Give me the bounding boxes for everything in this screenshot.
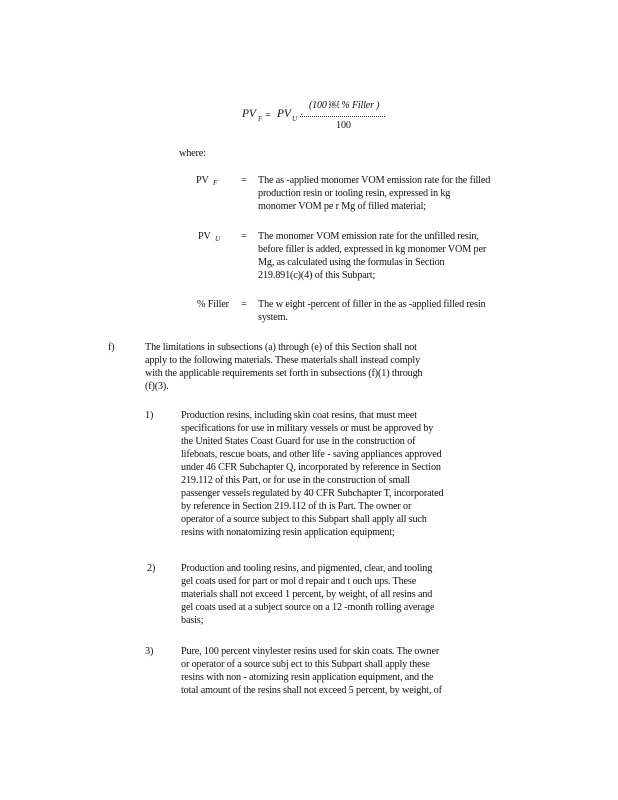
item-line: the United States Coast Guard for use in the construction of	[181, 436, 416, 447]
formula-rhs: PV	[277, 108, 291, 120]
item-line: total amount of the resins shall not exceed 5 percent, by weight, of	[181, 685, 442, 696]
section-line: with the applicable requirements set forth in subsections (f)(1) through	[145, 368, 423, 379]
definition-term: PV	[196, 175, 209, 186]
item-line: materials shall not exceed 1 percent, by weight, of all resins and	[181, 589, 433, 600]
item-line: passenger vessels regulated by 40 CFR Subchapter T, incorporated	[181, 488, 444, 499]
item-line: Pure, 100 percent vinylester resins used for skin coats. The owner	[181, 646, 440, 657]
section-line: The limitations in subsections (a) through (e) of this Section shall not	[145, 342, 417, 353]
section-label: f)	[108, 342, 115, 353]
item-line: operator of a source subject to this Subpart shall apply all such	[181, 514, 427, 525]
section-line: (f)(3).	[145, 381, 169, 392]
definition-line: Mg, as calculated using the formulas in Section	[258, 257, 445, 268]
item-line: lifeboats, rescue boats, and other life - saving appliances approved	[181, 449, 442, 460]
formula-denominator: 100	[336, 120, 351, 131]
section-line: apply to the following materials. These materials shall instead comply	[145, 355, 421, 366]
formula-numerator: (100 ￼ % Filler )	[309, 100, 380, 111]
item-line: specifications for use in military vessels or must be approved by	[181, 423, 434, 434]
definition-line: before filler is added, expressed in kg monomer VOM per	[258, 244, 487, 255]
definition-term-subscript: F	[213, 179, 218, 187]
formula-rhs-subscript: U	[292, 115, 297, 123]
formula-times: ·	[300, 110, 304, 121]
fraction-bar	[300, 116, 385, 117]
item-line: or operator of a source subj ect to this Subpart shall apply these	[181, 659, 430, 670]
item-label: 3)	[145, 646, 154, 657]
definition-line: The monomer VOM emission rate for the unfilled resin,	[258, 231, 479, 242]
item-line: gel coats used at a subject source on a 12 -month rolling average	[181, 602, 435, 613]
item-line: by reference in Section 219.112 of th is Part. The owner or	[181, 501, 412, 512]
definition-term: PV	[198, 231, 211, 242]
definition-line: production resin or tooling resin, expressed in kg	[258, 188, 451, 199]
definition-equals: =	[241, 299, 247, 310]
definition-term: % Filler	[197, 299, 229, 310]
item-line: Production resins, including skin coat resins, that must meet	[181, 410, 417, 421]
definition-equals: =	[241, 231, 247, 242]
item-line: gel coats used for part or mol d repair and t ouch ups. These	[181, 576, 417, 587]
item-line: 219.112 of this Part, or for use in the construction of small	[181, 475, 410, 486]
definition-line: 219.891(c)(4) of this Subpart;	[258, 270, 376, 281]
item-line: under 46 CFR Subchapter Q, incorporated by reference in Section	[181, 462, 441, 473]
item-line: resins with non - atomizing resin application equipment, and the	[181, 672, 434, 683]
definition-term-subscript: U	[215, 235, 220, 243]
where-label: where:	[179, 148, 206, 159]
item-line: resins with nonatomizing resin application equipment;	[181, 527, 395, 538]
formula-lhs-subscript: F	[258, 115, 263, 123]
item-label: 2)	[147, 563, 156, 574]
formula-equals: =	[265, 110, 271, 121]
definition-line: The as -applied monomer VOM emission rate for the filled	[258, 175, 491, 186]
item-line: Production and tooling resins, and pigmented, clear, and tooling	[181, 563, 433, 574]
definition-line: system.	[258, 312, 288, 323]
formula-lhs: PV	[242, 108, 256, 120]
item-label: 1)	[145, 410, 154, 421]
definition-equals: =	[241, 175, 247, 186]
item-line: basis;	[181, 615, 204, 626]
definition-line: The w eight -percent of filler in the as -applied filled resin	[258, 299, 486, 310]
definition-line: monomer VOM pe r Mg of filled material;	[258, 201, 426, 212]
